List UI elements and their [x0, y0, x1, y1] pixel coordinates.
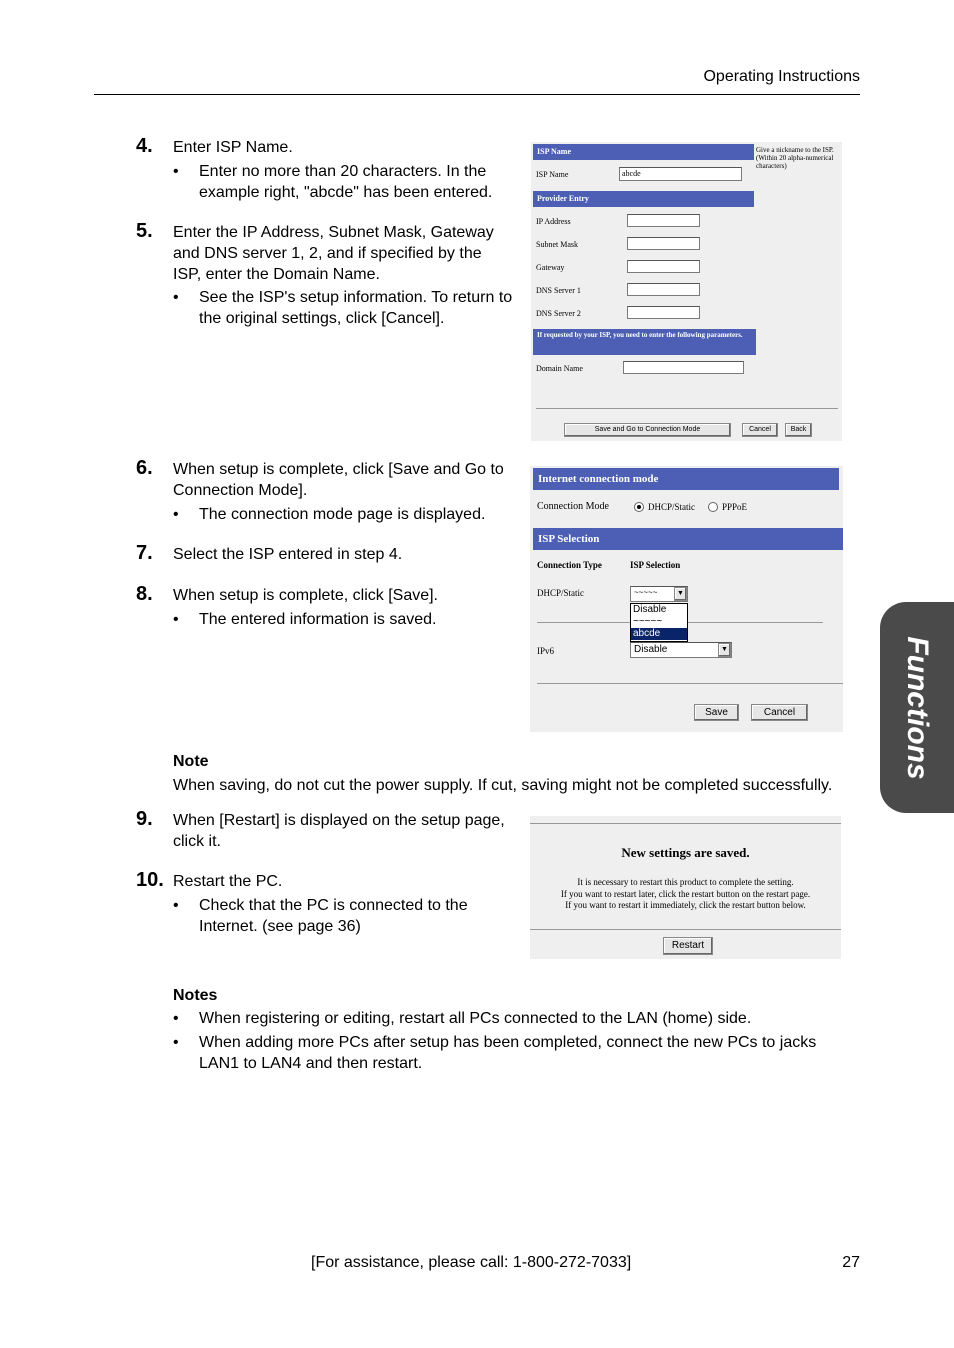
- restart-instruction-line-2: If you want to restart later, click the restart button on the restart page.: [560, 888, 811, 899]
- isp-selection-bar: ISP Selection: [533, 528, 843, 550]
- side-tab-label: Functions: [901, 635, 934, 780]
- back-button[interactable]: Back: [785, 423, 812, 437]
- isp-dropdown-list: [630, 603, 688, 642]
- isp-name-hint: Give a nickname to the ISP. (Within 20 alpha-numerical characters): [756, 146, 834, 170]
- dhcp-static-radio-label: DHCP/Static: [648, 502, 696, 512]
- restart-button[interactable]: Restart: [663, 937, 713, 955]
- notes-item: [173, 1032, 859, 1074]
- domain-name-input[interactable]: [623, 361, 744, 374]
- step-9-text: When [Restart] is displayed on the setup page, click it.: [173, 812, 505, 850]
- dropdown-option-placeholder[interactable]: ~~~~~: [633, 616, 663, 627]
- step-10-bullet-text: Check that the PC is connected to the Internet. (see page 36): [199, 897, 468, 935]
- internet-connection-mode-bar: Internet connection mode: [533, 468, 839, 490]
- save-go-connection-mode-button[interactable]: Save and Go to Connection Mode: [564, 423, 731, 437]
- isp-name-label: ISP Name: [536, 170, 569, 179]
- bullet-dot: •: [173, 897, 179, 914]
- step-7-text: Select the ISP entered in step 4.: [173, 546, 403, 563]
- header-rule: [94, 94, 860, 95]
- step-8-text: When setup is complete, click [Save].: [173, 587, 438, 604]
- dns-server-1-input[interactable]: [627, 283, 700, 296]
- chevron-down-icon[interactable]: ▼: [674, 587, 687, 601]
- dhcp-static-label: DHCP/Static: [537, 588, 585, 598]
- form-divider: [537, 683, 843, 684]
- page-number: 27: [842, 1254, 860, 1271]
- ip-address-input[interactable]: [627, 214, 700, 227]
- dhcp-isp-select-value: ~~~~~: [634, 588, 658, 597]
- connection-mode-screenshot: [530, 466, 843, 732]
- cancel-button[interactable]: Cancel: [742, 423, 778, 437]
- step-10-bullet: [173, 895, 509, 937]
- step-8-bullet-text: The entered information is saved.: [199, 611, 437, 628]
- provider-entry-bar: Provider Entry: [533, 191, 754, 207]
- dhcp-isp-select[interactable]: [630, 586, 688, 602]
- step-6-number: 6.: [136, 457, 153, 479]
- step-6-text: When setup is complete, click [Save and Go to Connection Mode].: [173, 461, 504, 499]
- subnet-mask-label: Subnet Mask: [536, 240, 578, 249]
- save-button[interactable]: Save: [694, 704, 739, 721]
- step-5-bullet: [173, 287, 513, 329]
- pppoe-radio[interactable]: [708, 502, 718, 512]
- step-9-number: 9.: [136, 808, 153, 830]
- notes-item-text: When registering or editing, restart all PCs connected to the LAN (home) side.: [199, 1010, 752, 1027]
- ipv6-select[interactable]: [630, 642, 732, 658]
- pppoe-radio-label: PPPoE: [722, 502, 748, 512]
- isp-entry-screenshot: [531, 142, 842, 441]
- restart-instruction-line-3: If you want to restart it immediately, click the restart button below.: [565, 900, 806, 910]
- step-10-text: Restart the PC.: [173, 873, 283, 890]
- connection-type-header: Connection Type: [537, 560, 602, 570]
- step-10-number: 10.: [136, 869, 164, 891]
- gateway-input[interactable]: [627, 260, 700, 273]
- bullet-dot: •: [173, 163, 179, 180]
- dns-server-2-input[interactable]: [627, 306, 700, 319]
- step-4-bullet-text: Enter no more than 20 characters. In the example right, "abcde" has been entered.: [199, 163, 493, 201]
- bullet-dot: •: [173, 506, 179, 523]
- note-text: When saving, do not cut the power supply. If cut, saving might not be completed successfully.: [173, 777, 833, 794]
- step-6-bullet-text: The connection mode page is displayed.: [199, 506, 486, 523]
- dhcp-static-radio[interactable]: [634, 502, 644, 512]
- header-title: Operating Instructions: [703, 68, 860, 85]
- isp-name-input[interactable]: abcde: [619, 167, 742, 181]
- isp-name-bar: ISP Name: [533, 144, 754, 160]
- restart-instruction-line-1: It is necessary to restart this product to complete the setting.: [577, 877, 794, 887]
- step-5-text: Enter the IP Address, Subnet Mask, Gateway and DNS server 1, 2, and if specified by the ISP, enter the Domain Name.: [173, 224, 494, 283]
- bullet-dot: •: [173, 1010, 179, 1027]
- gateway-label: Gateway: [536, 263, 565, 272]
- notes-item-text: When adding more PCs after setup has been completed, connect the new PCs to jacks LAN1 to LAN4 and then restart.: [199, 1034, 817, 1072]
- side-tab-label-wrap: [880, 602, 954, 813]
- bullet-dot: •: [173, 1034, 179, 1051]
- ipv6-label: IPv6: [537, 646, 555, 656]
- domain-params-bar: If requested by your ISP, you need to enter the following parameters.: [533, 329, 756, 355]
- restart-instructions: [530, 877, 841, 912]
- form-divider: [536, 408, 838, 409]
- notes-item: [173, 1008, 859, 1029]
- bullet-dot: •: [173, 611, 179, 628]
- dropdown-option-disable[interactable]: Disable: [633, 604, 667, 615]
- ip-address-label: IP Address: [536, 217, 571, 226]
- subnet-mask-input[interactable]: [627, 237, 700, 250]
- dropdown-option-abcde[interactable]: abcde: [631, 628, 687, 640]
- step-8-bullet: [173, 609, 513, 630]
- step-5-number: 5.: [136, 220, 153, 242]
- step-7-number: 7.: [136, 542, 153, 564]
- settings-saved-title: New settings are saved.: [621, 845, 750, 860]
- chevron-down-icon[interactable]: ▼: [718, 643, 731, 657]
- step-4-bullet: [173, 161, 513, 203]
- isp-selection-header: ISP Selection: [630, 560, 681, 570]
- notes-title: Notes: [173, 987, 218, 1004]
- note-title: Note: [173, 753, 209, 770]
- top-divider: [530, 823, 841, 824]
- dns-server-1-label: DNS Server 1: [536, 286, 581, 295]
- bottom-divider: [530, 929, 841, 930]
- settings-saved-screenshot: [530, 816, 841, 959]
- step-4-number: 4.: [136, 135, 153, 157]
- step-8-number: 8.: [136, 583, 153, 605]
- step-5-bullet-text: See the ISP's setup information. To return to the original settings, click [Cancel].: [199, 289, 513, 327]
- connection-mode-label: Connection Mode: [537, 501, 609, 512]
- domain-name-label: Domain Name: [536, 364, 583, 373]
- footer-assistance: [For assistance, please call: 1-800-272-7033]: [311, 1254, 632, 1271]
- step-6-bullet: [173, 504, 513, 525]
- cancel-button[interactable]: Cancel: [751, 704, 808, 721]
- dns-server-2-label: DNS Server 2: [536, 309, 581, 318]
- ipv6-select-value: Disable: [634, 644, 668, 655]
- step-4-text: Enter ISP Name.: [173, 139, 293, 156]
- bullet-dot: •: [173, 289, 179, 306]
